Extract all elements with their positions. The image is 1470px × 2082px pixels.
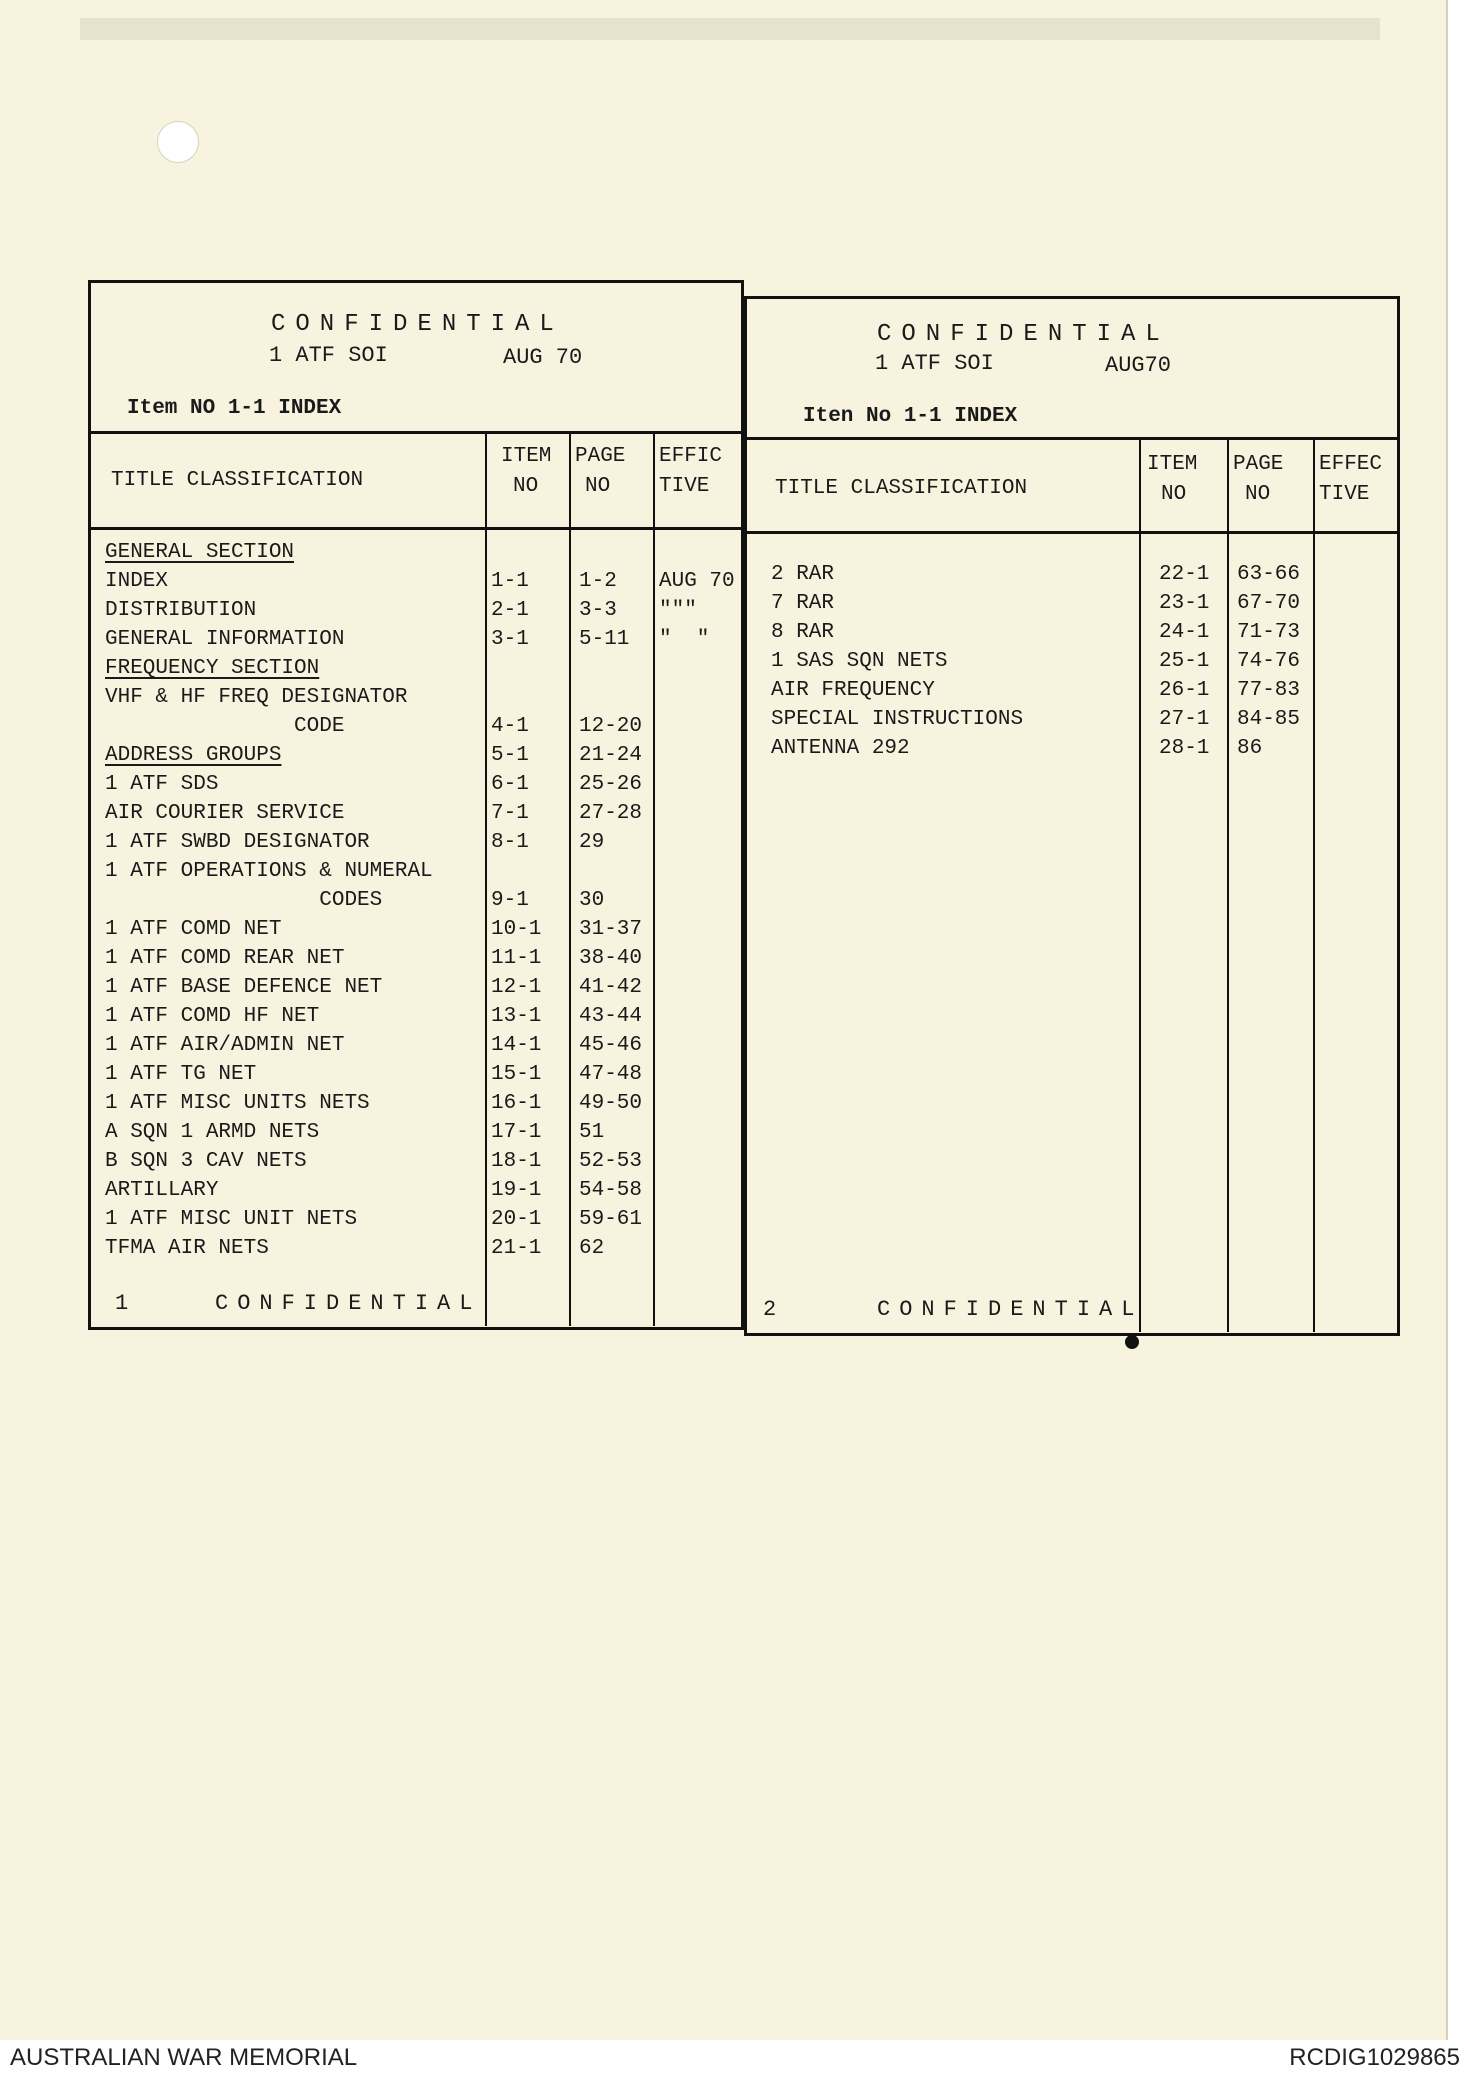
caption-id: RCDIG1029865 — [1289, 2044, 1460, 2071]
right-col-item-a: ITEM — [1147, 453, 1198, 476]
index-row-title: 1 ATF TG NET — [105, 1063, 257, 1086]
index-row-page-no: 25-26 — [579, 773, 643, 796]
right-col-title: TITLE CLASSIFICATION — [775, 477, 1028, 500]
index-row-title: 2 RAR — [771, 563, 835, 586]
index-row-title: 1 ATF OPERATIONS & NUMERAL — [105, 860, 433, 883]
left-col-page-b: NO — [585, 475, 611, 498]
index-row-item-no: 26-1 — [1159, 679, 1210, 702]
index-row-title: 1 ATF MISC UNIT NETS — [105, 1208, 358, 1231]
left-soi-date: AUG 70 — [503, 345, 583, 370]
right-col-item-b: NO — [1161, 483, 1187, 506]
left-col-divider-3 — [653, 431, 655, 1326]
index-row-item-no: 22-1 — [1159, 563, 1210, 586]
right-index-panel — [744, 296, 1400, 1336]
index-row-page-no: 67-70 — [1237, 592, 1301, 615]
right-col-page-a: PAGE — [1233, 453, 1284, 476]
index-row-item-no: 25-1 — [1159, 650, 1210, 673]
index-row-title: B SQN 3 CAV NETS — [105, 1150, 307, 1173]
index-row-title: AIR FREQUENCY — [771, 679, 935, 702]
index-row-page-no: 1-2 — [579, 570, 617, 593]
index-row-item-no: 11-1 — [491, 947, 542, 970]
left-col-eff-b: TIVE — [659, 475, 710, 498]
index-row-title: A SQN 1 ARMD NETS — [105, 1121, 320, 1144]
index-row-title: VHF & HF FREQ DESIGNATOR — [105, 686, 408, 709]
index-row-page-no: 74-76 — [1237, 650, 1301, 673]
index-row-title: 1 ATF MISC UNITS NETS — [105, 1092, 370, 1115]
index-row-item-no: 19-1 — [491, 1179, 542, 1202]
index-row-title: 1 ATF COMD NET — [105, 918, 282, 941]
index-row-page-no: 51 — [579, 1121, 605, 1144]
index-row-page-no: 77-83 — [1237, 679, 1301, 702]
index-row-page-no: 49-50 — [579, 1092, 643, 1115]
index-row-title: 1 ATF AIR/ADMIN NET — [105, 1034, 345, 1057]
left-col-title: TITLE CLASSIFICATION — [111, 469, 364, 492]
index-row-title: 1 ATF SWBD DESIGNATOR — [105, 831, 370, 854]
index-row-title: ADDRESS GROUPS — [105, 744, 282, 767]
index-row-item-no: 17-1 — [491, 1121, 542, 1144]
index-row-title: DISTRIBUTION — [105, 599, 257, 622]
left-page-number: 1 — [115, 1291, 129, 1316]
right-footer-confidential: CONFIDENTIAL — [877, 1297, 1144, 1322]
index-row-page-no: 41-42 — [579, 976, 643, 999]
right-col-divider-3 — [1313, 437, 1315, 1332]
right-header-rule — [747, 531, 1397, 534]
index-row-item-no: 24-1 — [1159, 621, 1210, 644]
bleed-through-mark — [80, 18, 1380, 40]
left-soi-title: 1 ATF SOI — [269, 343, 388, 368]
right-col-page-b: NO — [1245, 483, 1271, 506]
right-item-title: Iten No 1-1 INDEX — [803, 405, 1018, 428]
index-row-page-no: 38-40 — [579, 947, 643, 970]
index-row-title: 1 ATF SDS — [105, 773, 219, 796]
right-soi-date: AUG70 — [1105, 353, 1172, 378]
index-row-page-no: 31-37 — [579, 918, 643, 941]
index-row-title: CODE — [105, 715, 345, 738]
punch-hole — [157, 121, 199, 163]
index-row-title: INDEX — [105, 570, 169, 593]
index-row-page-no: 84-85 — [1237, 708, 1301, 731]
index-row-page-no: 52-53 — [579, 1150, 643, 1173]
left-col-item-b: NO — [513, 475, 539, 498]
index-row-title: CODES — [105, 889, 383, 912]
index-row-item-no: 27-1 — [1159, 708, 1210, 731]
index-row-page-no: 12-20 — [579, 715, 643, 738]
left-header — [91, 283, 741, 434]
index-row-item-no: 5-1 — [491, 744, 529, 767]
index-row-title: FREQUENCY SECTION — [105, 657, 320, 680]
index-row-title: GENERAL INFORMATION — [105, 628, 345, 651]
index-row-page-no: 45-46 — [579, 1034, 643, 1057]
index-row-title: 1 ATF COMD HF NET — [105, 1005, 320, 1028]
index-row-item-no: 1-1 — [491, 570, 529, 593]
caption-source: AUSTRALIAN WAR MEMORIAL — [10, 2044, 358, 2071]
left-col-divider-2 — [569, 431, 571, 1326]
left-col-eff-a: EFFIC — [659, 445, 723, 468]
index-row-item-no: 13-1 — [491, 1005, 542, 1028]
index-row-item-no: 28-1 — [1159, 737, 1210, 760]
right-col-divider-2 — [1227, 437, 1229, 1332]
ink-blot — [1125, 1335, 1139, 1349]
index-row-title: AIR COURIER SERVICE — [105, 802, 345, 825]
index-row-page-no: 21-24 — [579, 744, 643, 767]
index-row-item-no: 9-1 — [491, 889, 529, 912]
index-row-effective: AUG 70 — [659, 570, 735, 593]
index-row-item-no: 14-1 — [491, 1034, 542, 1057]
left-item-title: Item NO 1-1 INDEX — [127, 397, 342, 420]
index-row-title: 8 RAR — [771, 621, 835, 644]
index-row-page-no: 47-48 — [579, 1063, 643, 1086]
index-row-title: SPECIAL INSTRUCTIONS — [771, 708, 1024, 731]
index-row-page-no: 86 — [1237, 737, 1263, 760]
index-row-title: 7 RAR — [771, 592, 835, 615]
index-row-page-no: 63-66 — [1237, 563, 1301, 586]
index-row-item-no: 8-1 — [491, 831, 529, 854]
index-row-item-no: 4-1 — [491, 715, 529, 738]
index-row-item-no: 10-1 — [491, 918, 542, 941]
right-confidential-heading: CONFIDENTIAL — [877, 321, 1170, 348]
right-col-eff-a: EFFEC — [1319, 453, 1383, 476]
index-row-item-no: 16-1 — [491, 1092, 542, 1115]
index-row-page-no: 27-28 — [579, 802, 643, 825]
index-row-item-no: 2-1 — [491, 599, 529, 622]
index-row-title: GENERAL SECTION — [105, 541, 295, 564]
index-row-item-no: 12-1 — [491, 976, 542, 999]
index-row-title: 1 ATF BASE DEFENCE NET — [105, 976, 383, 999]
left-confidential-heading: CONFIDENTIAL — [271, 311, 564, 338]
index-row-page-no: 30 — [579, 889, 605, 912]
right-soi-title: 1 ATF SOI — [875, 351, 994, 376]
right-header — [747, 299, 1397, 440]
left-header-rule — [91, 527, 741, 530]
right-page-number: 2 — [763, 1297, 777, 1322]
left-index-panel — [88, 280, 744, 1330]
index-row-page-no: 43-44 — [579, 1005, 643, 1028]
index-row-item-no: 18-1 — [491, 1150, 542, 1173]
left-footer-confidential: CONFIDENTIAL — [215, 1291, 482, 1316]
index-row-page-no: 5-11 — [579, 628, 630, 651]
index-row-item-no: 7-1 — [491, 802, 529, 825]
left-col-item-a: ITEM — [501, 445, 552, 468]
right-col-eff-b: TIVE — [1319, 483, 1370, 506]
index-row-page-no: 29 — [579, 831, 605, 854]
right-col-divider-1 — [1139, 437, 1141, 1332]
index-row-title: ARTILLARY — [105, 1179, 219, 1202]
left-col-page-a: PAGE — [575, 445, 626, 468]
index-row-page-no: 59-61 — [579, 1208, 643, 1231]
index-row-page-no: 54-58 — [579, 1179, 643, 1202]
index-row-title: ANTENNA 292 — [771, 737, 910, 760]
index-row-page-no: 71-73 — [1237, 621, 1301, 644]
index-row-item-no: 15-1 — [491, 1063, 542, 1086]
index-row-effective: """ — [659, 599, 697, 622]
index-row-title: TFMA AIR NETS — [105, 1237, 269, 1260]
index-row-effective: " " — [659, 628, 710, 651]
index-row-page-no: 62 — [579, 1237, 605, 1260]
left-col-divider-1 — [485, 431, 487, 1326]
index-row-title: 1 SAS SQN NETS — [771, 650, 948, 673]
index-row-item-no: 21-1 — [491, 1237, 542, 1260]
index-row-item-no: 6-1 — [491, 773, 529, 796]
index-row-page-no: 3-3 — [579, 599, 617, 622]
index-row-item-no: 20-1 — [491, 1208, 542, 1231]
index-row-item-no: 3-1 — [491, 628, 529, 651]
index-row-title: 1 ATF COMD REAR NET — [105, 947, 345, 970]
index-row-item-no: 23-1 — [1159, 592, 1210, 615]
